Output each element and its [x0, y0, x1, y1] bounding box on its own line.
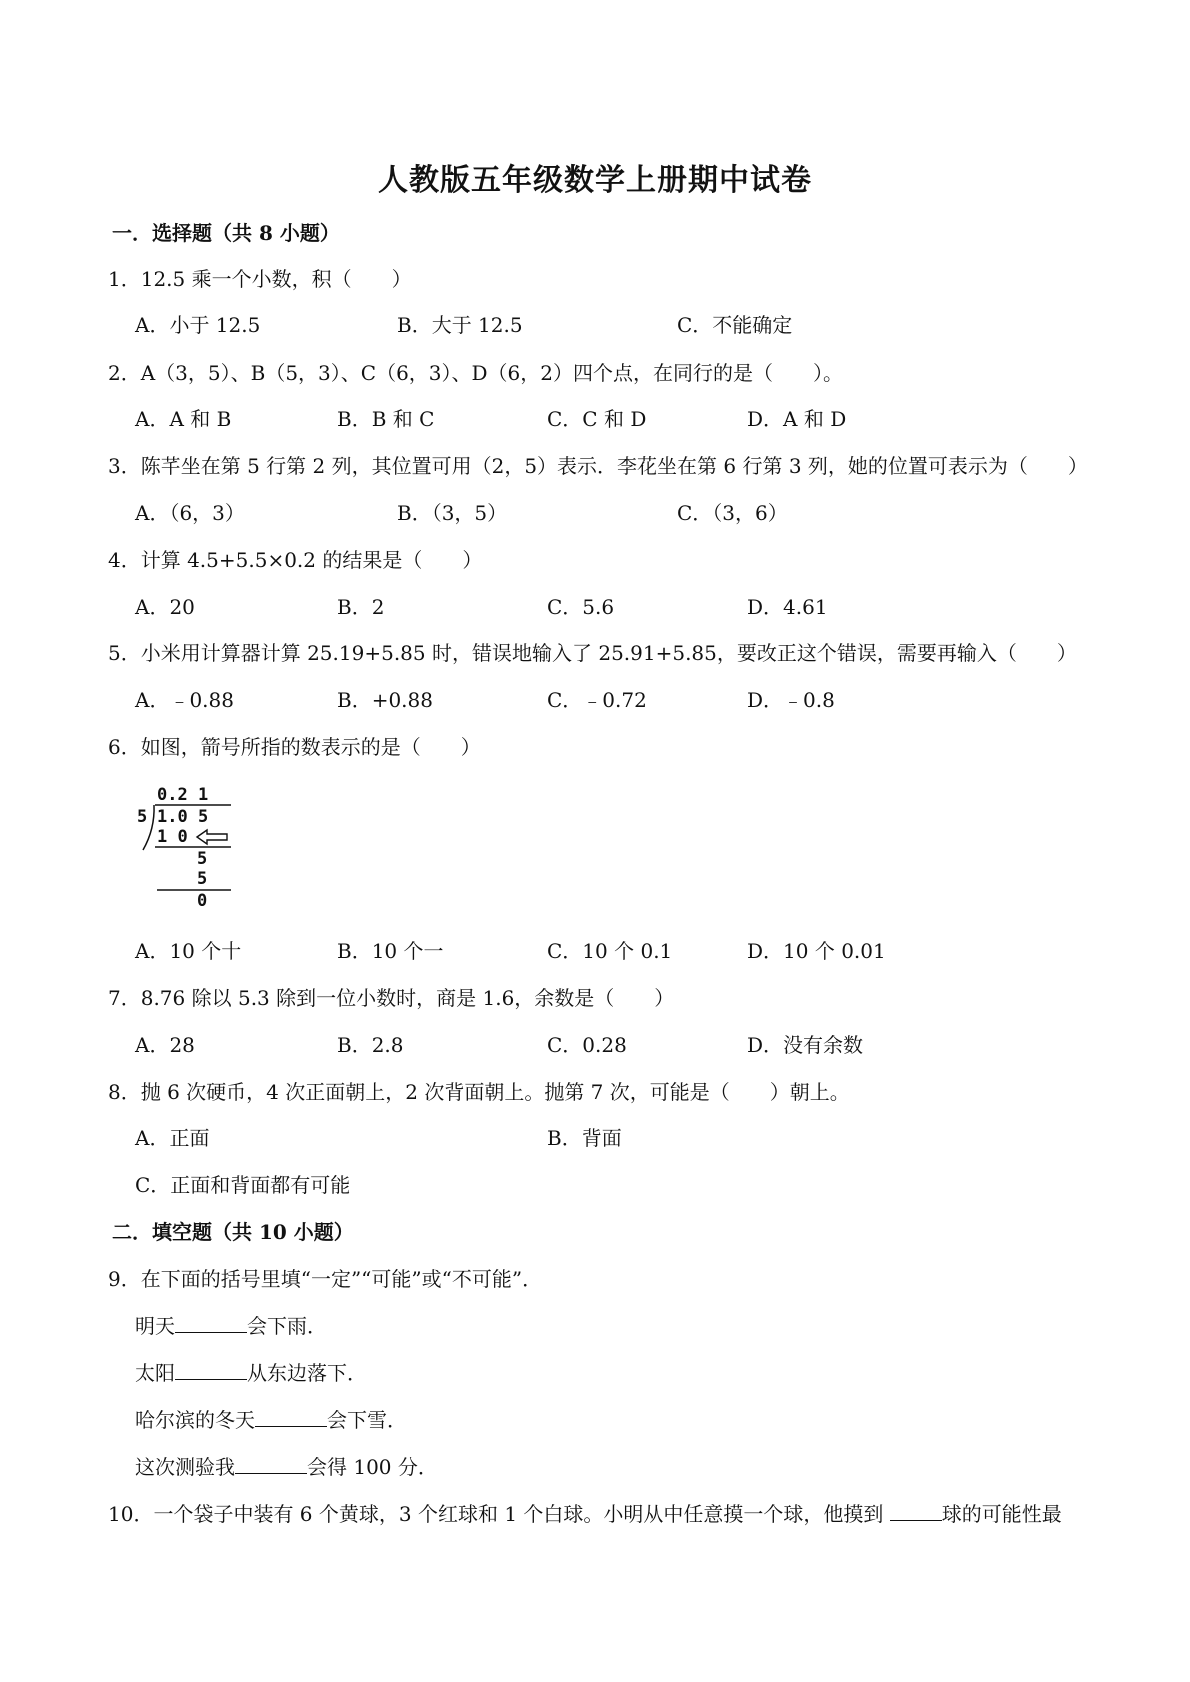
- q3-option-c: C．（3，6）: [677, 501, 788, 525]
- q3-option-b: B．（3，5）: [397, 501, 508, 525]
- q8-option-a: A．正面: [135, 1126, 210, 1150]
- q9-sentence-4: [135, 1451, 438, 1480]
- q1-option-c: C．不能确定: [677, 313, 793, 337]
- q9-s2-prefix: 太阳: [135, 1361, 175, 1385]
- q10-suffix: 球的可能性最: [941, 1502, 1062, 1526]
- q7-option-d: D．没有余数: [747, 1033, 864, 1057]
- division-remainder: 0: [197, 891, 208, 911]
- q9-s4-prefix: 这次测验我: [135, 1455, 235, 1479]
- q9-sentence-3: [135, 1404, 407, 1433]
- question-8: 8．抛 6 次硬币，4 次正面朝上，2 次背面朝上。抛第 7 次，可能是（ ）朝上。: [108, 1080, 850, 1104]
- q5-option-d: D．﹣0.8: [747, 688, 835, 712]
- question-9: 9．在下面的括号里填“一定”“可能”或“不可能”．: [108, 1267, 543, 1291]
- q6-option-b: B．10 个一: [337, 939, 444, 963]
- q9-s4-blank[interactable]: [235, 1455, 307, 1474]
- q8-option-c: C．正面和背面都有可能: [135, 1173, 351, 1197]
- question-3: 3．陈芊坐在第 5 行第 2 列，其位置可用（2，5）表示．李花坐在第 6 行第 3 列，她的位置可表示为（ ）: [108, 454, 1088, 478]
- q9-s1-blank[interactable]: [175, 1314, 247, 1333]
- q4-option-d: D．4.61: [747, 595, 828, 619]
- question-2: 2．A（3，5）、B（5，3）、C（6，3）、D（6，2）四个点，在同行的是（ ）。: [108, 361, 843, 385]
- question-4: 4．计算 4.5+5.5×0.2 的结果是（ ）: [108, 548, 483, 572]
- question-6: 6．如图，箭号所指的数表示的是（ ）: [108, 735, 481, 759]
- question-1: 1．12.5 乘一个小数，积（ ）: [108, 267, 412, 291]
- division-divisor: 5: [137, 807, 148, 827]
- q3-option-a: A．（6，3）: [135, 501, 245, 525]
- q10-prefix: 10．一个袋子中装有 6 个黄球，3 个红球和 1 个白球。小明从中任意摸一个球，他摸到: [108, 1502, 890, 1526]
- q9-s3-prefix: 哈尔滨的冬天: [135, 1408, 255, 1432]
- q7-option-b: B．2.8: [337, 1033, 404, 1057]
- q2-option-b: B．B 和 C: [337, 407, 435, 431]
- division-step1: 1 0: [157, 827, 188, 847]
- left-arrow-icon: [197, 830, 227, 844]
- q2-option-a: A．A 和 B: [135, 407, 232, 431]
- q9-s1-prefix: 明天: [135, 1314, 175, 1338]
- section-heading-fill: 二．填空题（共 10 小题）: [112, 1220, 354, 1244]
- long-division-figure: [135, 784, 245, 914]
- q9-sentence-2: [135, 1357, 367, 1386]
- q9-s1-suffix: 会下雨．: [247, 1314, 327, 1338]
- q4-option-a: A．20: [135, 595, 195, 619]
- division-step2: 5: [197, 849, 208, 869]
- question-7: 7．8.76 除以 5.3 除到一位小数时，商是 1.6，余数是（ ）: [108, 986, 675, 1010]
- q9-s3-blank[interactable]: [255, 1408, 327, 1427]
- page-title: 人教版五年级数学上册期中试卷: [378, 163, 812, 198]
- section-heading-choice: 一．选择题（共 8 小题）: [112, 221, 340, 245]
- q5-option-c: C．﹣0.72: [547, 688, 647, 712]
- q6-option-d: D．10 个 0.01: [747, 939, 886, 963]
- q8-option-b: B．背面: [547, 1126, 622, 1150]
- q2-option-d: D．A 和 D: [747, 407, 847, 431]
- question-10: [108, 1498, 1062, 1527]
- question-5: 5．小米用计算器计算 25.19+5.85 时，错误地输入了 25.91+5.85，要改正这个错误，需要再输入（ ）: [108, 641, 1077, 665]
- q4-option-c: C．5.6: [547, 595, 615, 619]
- division-dividend: 1.0 5: [157, 807, 209, 827]
- q5-option-a: A．﹣0.88: [135, 688, 234, 712]
- q1-option-a: A．小于 12.5: [135, 313, 261, 337]
- q9-s4-suffix: 会得 100 分．: [307, 1455, 438, 1479]
- q6-option-c: C．10 个 0.1: [547, 939, 673, 963]
- division-step3: 5: [197, 869, 208, 889]
- q4-option-b: B．2: [337, 595, 385, 619]
- q7-option-c: C．0.28: [547, 1033, 627, 1057]
- q7-option-a: A．28: [135, 1033, 195, 1057]
- q2-option-c: C．C 和 D: [547, 407, 647, 431]
- q9-s2-suffix: 从东边落下．: [247, 1361, 367, 1385]
- q9-s3-suffix: 会下雪．: [327, 1408, 407, 1432]
- q9-sentence-1: [135, 1310, 327, 1339]
- q9-s2-blank[interactable]: [175, 1361, 247, 1380]
- q10-blank[interactable]: [890, 1502, 942, 1521]
- division-quotient: 0.2 1: [157, 785, 209, 805]
- q6-option-a: A．10 个十: [135, 939, 242, 963]
- q1-option-b: B．大于 12.5: [397, 313, 523, 337]
- q5-option-b: B．+0.88: [337, 688, 433, 712]
